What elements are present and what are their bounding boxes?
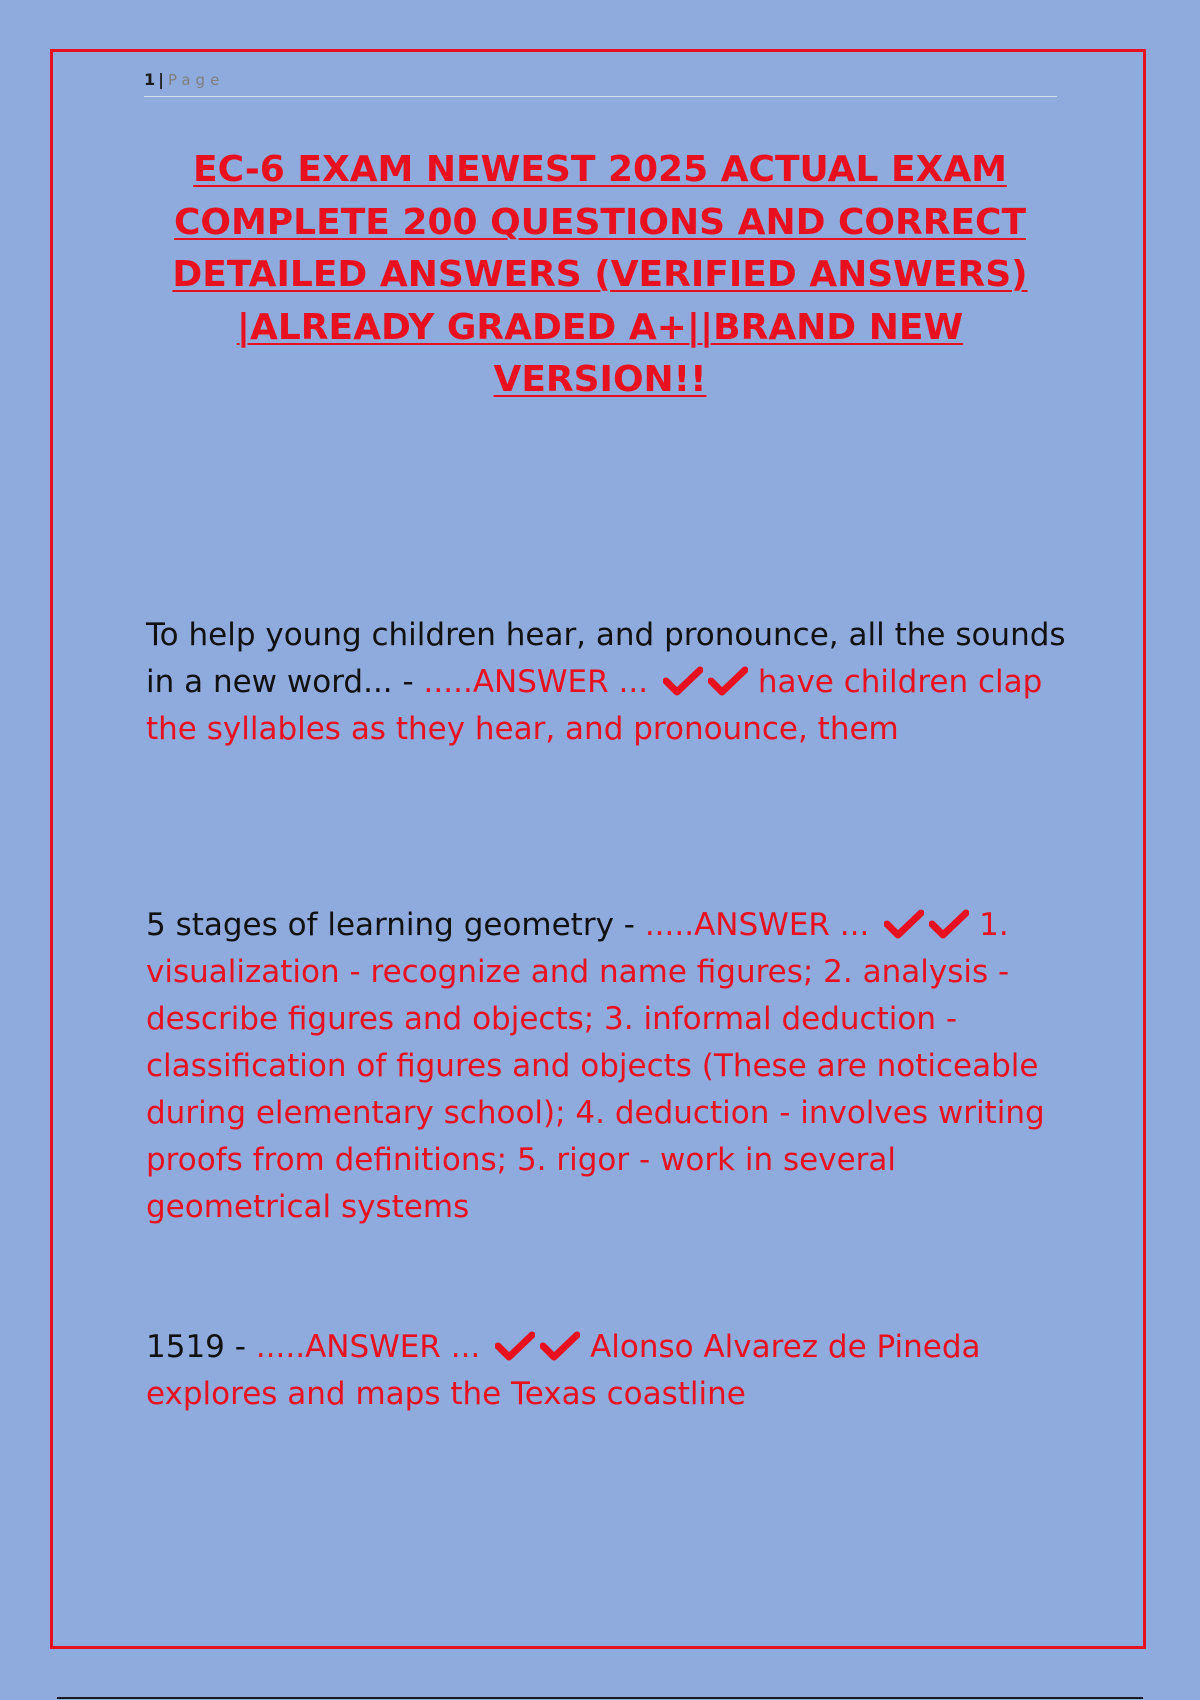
title-line: EC-6 EXAM NEWEST 2025 ACTUAL EXAM xyxy=(192,149,1008,190)
page-label: Page xyxy=(167,71,225,89)
page-divider xyxy=(57,1697,1143,1699)
title-line: DETAILED ANSWERS (VERIFIED ANSWERS) xyxy=(172,254,1028,295)
qa-item xyxy=(146,612,1066,753)
page-header xyxy=(144,70,1057,97)
qa-item xyxy=(146,902,1066,1231)
check-icon xyxy=(708,666,748,696)
answer-marker: .....ANSWER ... xyxy=(644,907,870,943)
page-number: 1 xyxy=(144,70,156,89)
answer-marker: .....ANSWER ... xyxy=(255,1329,481,1365)
title-line: VERSION!! xyxy=(493,359,707,400)
question-text: To help young children hear, and pronounce, all the sounds in a new word... - xyxy=(146,617,1066,700)
answer-text: Alonso Alvarez de Pineda explores and maps the Texas coastline xyxy=(146,1329,981,1412)
check-icon xyxy=(929,909,969,939)
check-icon xyxy=(663,666,703,696)
answer-text: 1. visualization - recognize and name figures; 2. analysis - describe figures and objects; 3. informal deduction - classification of figures and objects (These are noticeable during elementary school); 4. deduction - involves writing proofs from definitions; 5. rigor - work in several geometrical systems xyxy=(146,907,1045,1225)
answer-marker: .....ANSWER ... xyxy=(423,664,649,700)
check-icon xyxy=(884,909,924,939)
answer-text: have children clap the syllables as they hear, and pronounce, them xyxy=(146,664,1043,747)
check-icon xyxy=(495,1331,535,1361)
check-icon xyxy=(540,1331,580,1361)
title-line: |ALREADY GRADED A+||BRAND NEW xyxy=(236,306,964,348)
header-separator: | xyxy=(158,70,164,89)
title-line: COMPLETE 200 QUESTIONS AND CORRECT xyxy=(173,201,1027,243)
qa-item xyxy=(146,1324,1066,1418)
document-title xyxy=(150,144,1050,407)
question-text: 1519 - xyxy=(146,1329,256,1365)
question-text: 5 stages of learning geometry - xyxy=(146,907,645,943)
